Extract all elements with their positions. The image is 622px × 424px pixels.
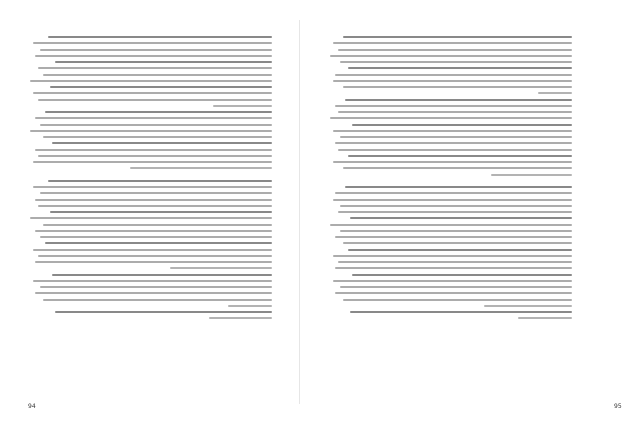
- page-number-left: 94: [28, 403, 36, 410]
- right-page-text-block: [328, 36, 572, 394]
- left-page-text-block: [28, 36, 272, 394]
- right-page: [300, 0, 622, 424]
- left-page: [0, 0, 300, 424]
- page-number-right: 95: [614, 403, 622, 410]
